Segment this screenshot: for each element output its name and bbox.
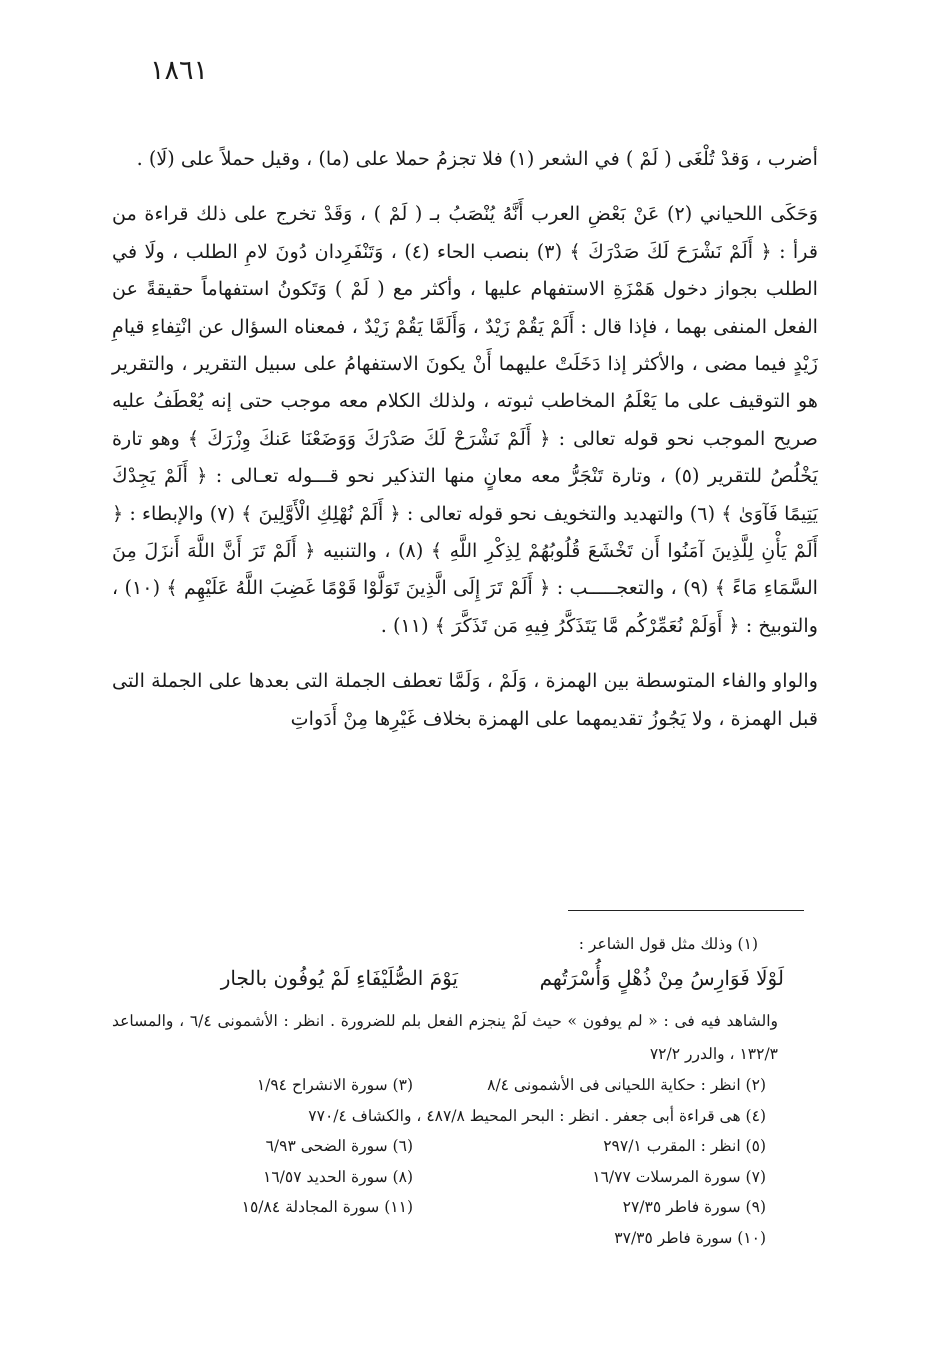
- footnote-row: [112, 1070, 818, 1101]
- footnote-item: (١٠) سورة فاطر ٣٧/٣٥: [614, 1228, 766, 1247]
- footnote-item: (٧) سورة المرسلات ١٦/٧٧: [592, 1167, 766, 1186]
- footnote-list: [112, 1070, 818, 1254]
- footnote-item: (٨) سورة الحديد ١٦/٥٧: [263, 1167, 413, 1186]
- footnote-shahid: والشاهد فيه فى : « لم يوفون » حيث لَمْ ينجزم الفعل بلم للضرورة . انظر : الأشمونى ٦/٤ ، والمساعد ١٣٢/٣ ، والدرر ٧٢/٢: [112, 1012, 778, 1063]
- verse-first-hemistich: لَوْلَا فَوَارِسُ مِنْ ذُهْلٍ وَأُسْرَتُهم: [539, 966, 784, 990]
- footnote-row: [112, 1101, 818, 1132]
- verse-second-hemistich: يَوْمَ الصُّلَيْفَاءِ لَمْ يُوفُون بالجار: [220, 966, 458, 990]
- footnote-row: [112, 1192, 818, 1223]
- footnote-intro: (١) وذلك مثل قول الشاعر :: [578, 935, 758, 953]
- footnote-item: (٥) انظر : المقرب ٢٩٧/١: [603, 1137, 766, 1156]
- footnote-row: [112, 1162, 818, 1193]
- footnote-separator: [568, 910, 804, 911]
- footnote-row: [112, 1223, 818, 1254]
- paragraph: أضرب ، وَقدْ تُلْغَى ( لَمْ ) في الشعر (١) فلا تجزمُ حملا على (ما) ، وقيل حملاً على (لَا) .: [136, 147, 818, 170]
- paragraph: وَحَكَى اللحياني (٢) عَنْ بَعْضِ العرب أَنَّهُ يُنْصَبُ بـ ( لَمْ ) ، وَقَدْ تخرج على ذلك قراءة من قرأ : ﴿ أَلَمْ نَشْرَحَ لَكَ صَدْرَكَ ﴾ (٣) بنصب الحاء (٤) ، وَتَنْفَرِدان دُونَ لامِ الطلب ، ولَا في الطلب بجواز دخول هَمْزَةِ الاستفهام عليها ، وأكثر مع ( لَمْ ) وَتَكونُ استفهاماً حقيقةً عن الفعل المنفى بهما ، فإذا قال : أَلَمْ يَقُمْ زَيْدٌ ، وَأَلَمَّا يَقُمْ زَيْدٌ ، فمعناه السؤال عن انْتِفاءِ قيامِ زَيْدٍ فيما مضى ، والأكثر إذا دَخَلَتْ عليهما أَنْ يكونَ الاستفهامُ على سبيل التقرير ، والتقرير هو التوقيف على ما يَعْلَمُ المخاطب ثبوته ، ولذلك الكلام معه موجب حتى إنه يُعْطَفُ عليه صريح الموجب نحو قوله تعالى : ﴿ أَلَمْ نَشْرَحْ لَكَ صَدْرَكَ وَوَضَعْنَا عَنكَ وِزْرَكَ ﴾ وهو تارة يَخْلُصُ للتقرير (٥) ، وتارة تَنْجَرُّ معه معانٍ منها التذكير نحو قـــوله تعـالى : ﴿ أَلَمْ يَجِدْكَ يَتِيمًا فَآوَىٰ ﴾ (٦) والتهديد والتخويف نحو قوله تعالى : ﴿ أَلَمْ نُهْلِكِ الْأَوَّلِينَ ﴾ (٧) والإبطاء : ﴿ أَلَمْ يَأْنِ لِلَّذِينَ آمَنُوا أَن تَخْشَعَ قُلُوبُهُمْ لِذِكْرِ اللَّهِ ﴾ (٨) ، والتنبيه ﴿ أَلَمْ تَرَ أَنَّ اللَّهَ أَنزَلَ مِنَ السَّمَاءِ مَاءً ﴾ (٩) ، والتعجـــــب : ﴿ أَلَمْ تَرَ إِلَى الَّذِينَ تَوَلَّوْا قَوْمًا غَضِبَ اللَّهُ عَلَيْهِم ﴾ (١٠) ، والتوبيخ : ﴿ أَوَلَمْ نُعَمِّرْكُم مَّا يَتَذَكَّرُ فِيهِ مَن تَذَكَّرَ ﴾ (١١) .: [112, 202, 819, 637]
- main-text: [112, 140, 818, 737]
- paragraph: والواو والفاء المتوسطة بين الهمزة ، وَلَمْ ، وَلَمَّا تعطف الجملة التى بعدها على الجملة التى قبل الهمزة ، ولا يَجُوزُ تقديمهما على الهمزة بخلاف غَيْرِها مِنْ أَدَواتِ: [112, 669, 818, 730]
- footnote-row: [112, 1131, 818, 1162]
- footnote-item: (٢) انظر : حكاية اللحيانى فى الأشمونى ٨/٤: [487, 1076, 766, 1094]
- page-number: ١٨٦١: [150, 55, 209, 86]
- footnote-item: (٩) سورة فاطر ٢٧/٣٥: [622, 1198, 766, 1217]
- footnote-item: (٤) هى قراءة أبى جعفر . انظر : البحر المحيط ٤٨٧/٨ ، والكشاف ٧٧٠/٤: [308, 1106, 766, 1125]
- footnote-item: (٣) سورة الانشراح ١/٩٤: [256, 1076, 413, 1094]
- poetry-verse: [112, 958, 818, 1000]
- footnote-item: (١١) سورة المجادلة ١٥/٨٤: [241, 1198, 413, 1217]
- footnote-item: (٦) سورة الضحى ٦/٩٣: [265, 1137, 413, 1156]
